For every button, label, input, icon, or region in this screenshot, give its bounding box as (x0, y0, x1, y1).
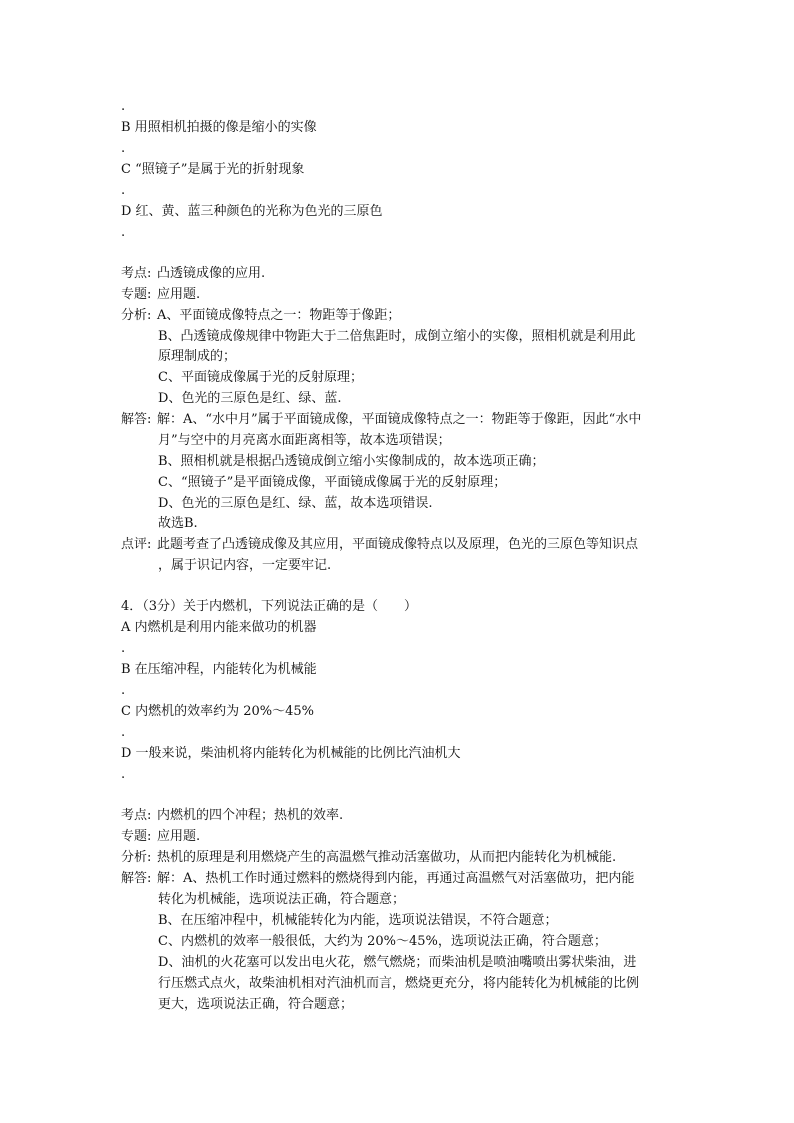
option-separator-dot: . (121, 641, 126, 656)
jieda-line: B、照相机就是根据凸透镜成倒立缩小实像制成的，故本选项正确； (158, 454, 545, 469)
kaodian-label: 考点: (121, 808, 152, 823)
q4-option-c: C 内燃机的效率约为 20%～45% (121, 704, 315, 719)
option-separator-dot: . (121, 767, 126, 782)
q4-option-a: A 内燃机是利用内能来做功的机器 (121, 620, 317, 635)
q4-option-b: B 在压缩冲程，内能转化为机械能 (121, 662, 317, 677)
q4-jieda (121, 871, 634, 887)
fenxi-text: 热机的原理是利用燃烧产生的高温燃气推动活塞做功，从而把内能转化为机械能. (157, 850, 617, 865)
dianping-label: 点评: (121, 537, 152, 552)
fenxi-line: A、平面镜成像特点之一：物距等于像距； (157, 308, 401, 323)
jieda-line: C、“照镜子”是平面镜成像，平面镜成像属于光的反射原理； (158, 475, 507, 490)
q4-stem: 4．（3分）关于内燃机，下列说法正确的是（ ） (121, 599, 418, 614)
dianping-line: 此题考查了凸透镜成像及其应用，平面镜成像特点以及原理，色光的三原色等知识点 (157, 537, 639, 552)
jieda-line: 转化为机械能，选项说法正确，符合题意； (158, 892, 406, 907)
jieda-line: 行压燃式点火，故柴油机相对汽油机而言，燃烧更充分，将内能转化为机械能的比例 (158, 976, 640, 991)
jieda-line: D、色光的三原色是红、绿、蓝，故本选项错误. (158, 496, 433, 511)
q3-dianping (121, 537, 638, 553)
jieda-line: 月”与空中的月亮离水面距离相等，故本选项错误； (158, 433, 451, 448)
option-separator-dot: . (121, 725, 126, 740)
q4-option-d: D 一般来说，柴油机将内能转化为机械能的比例比汽油机大 (121, 746, 461, 761)
zhuanti-text: 应用题. (157, 287, 201, 302)
jieda-line: 故选B. (158, 516, 198, 531)
jieda-line: 解：A、热机工作时通过燃料的燃烧得到内能，再通过高温燃气对活塞做功，把内能 (157, 871, 635, 886)
fenxi-line: B、凸透镜成像规律中物距大于二倍焦距时，成倒立缩小的实像，照相机就是利用此 (158, 329, 636, 344)
jieda-line: D、油机的火花塞可以发出电火花，燃气燃烧；而柴油机是喷油嘴喷出雾状柴油，进 (158, 955, 637, 970)
fenxi-line: 原理制成的； (158, 349, 237, 364)
q4-zhuanti (121, 829, 200, 845)
option-separator-dot: . (121, 683, 126, 698)
q3-fenxi (121, 308, 400, 324)
fenxi-line: C、平面镜成像属于光的反射原理； (158, 370, 363, 385)
fenxi-label: 分析: (121, 308, 152, 323)
option-separator-dot: . (121, 141, 126, 156)
q4-fenxi (121, 850, 616, 866)
kaodian-label: 考点: (121, 266, 152, 281)
q3-option-d: D 红、黄、蓝三种颜色的光称为色光的三原色 (121, 204, 383, 219)
q3-jieda (121, 412, 641, 428)
q4-kaodian (121, 808, 343, 824)
kaodian-text: 凸透镜成像的应用. (157, 266, 266, 281)
jieda-line: 解：A、“水中月”属于平面镜成像，平面镜成像特点之一：物距等于像距，因此“水中 (157, 412, 642, 427)
option-separator-dot: . (121, 183, 126, 198)
zhuanti-label: 专题: (121, 287, 152, 302)
kaodian-text: 内燃机的四个冲程；热机的效率. (157, 808, 344, 823)
fenxi-line: D、色光的三原色是红、绿、蓝. (158, 391, 342, 406)
jieda-label: 解答: (121, 412, 152, 427)
q3-kaodian (121, 266, 265, 282)
q3-option-c: C “照镜子”是属于光的折射现象 (121, 162, 305, 177)
dianping-line: ，属于识记内容，一定要牢记. (158, 558, 332, 573)
jieda-line: C、内燃机的效率一般很低，大约为 20%～45%，选项说法正确，符合题意； (158, 934, 607, 949)
q3-option-b: B 用照相机拍摄的像是缩小的实像 (121, 120, 317, 135)
fenxi-label: 分析: (121, 850, 152, 865)
jieda-line: 更大，选项说法正确，符合题意； (158, 997, 354, 1012)
q3-zhuanti (121, 287, 200, 303)
jieda-label: 解答: (121, 871, 152, 886)
option-separator-dot: . (121, 225, 126, 240)
jieda-line: B、在压缩冲程中，机械能转化为内能，选项说法错误，不符合题意； (158, 913, 558, 928)
zhuanti-text: 应用题. (157, 829, 201, 844)
option-separator-dot: . (121, 99, 126, 114)
zhuanti-label: 专题: (121, 829, 152, 844)
